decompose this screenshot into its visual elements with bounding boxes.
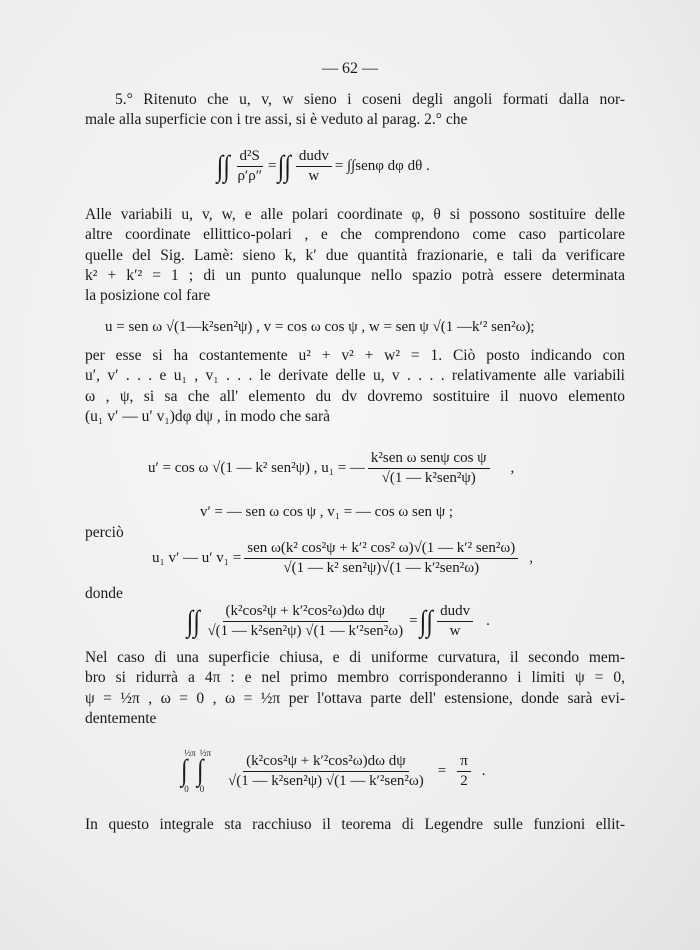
page-number: — 62 — xyxy=(322,60,378,77)
equation-2: u = sen ω √(1—k²sen²ψ) , v = cos ω cos ψ , w = sen ψ √(1 —k′² sen²ω); xyxy=(105,319,535,335)
text-line: male alla superficie con i tre assi, si è veduto al parag. 2.° che xyxy=(85,111,468,129)
text-line: ω , ψ, si sa che all' elemento du dv dovremo sostituire il nuovo elemento xyxy=(85,387,625,405)
paragraph-4 xyxy=(85,648,625,729)
text-percio: perciò xyxy=(85,524,124,541)
text-line: quelle del Sig. Lamè: sieno k, k′ due quantità frazionarie, e tali da verificare xyxy=(85,246,625,264)
paragraph-1 xyxy=(85,90,625,131)
text-line: ψ = ½π , ω = 0 , ω = ½π per l'ottava parte dell' estensione, donde sarà evi- xyxy=(85,689,625,707)
text-line: u′, v′ . . . e u₁ , v₁ . . . le derivate delle u, v . . . . relativamente alle variabili xyxy=(85,367,625,385)
text-line: dentemente xyxy=(85,709,157,727)
text-line: In questo integrale sta racchiuso il teorema di Legendre sulle funzioni ellit- xyxy=(85,816,625,833)
text-line: Nel caso di una superficie chiusa, e di uniforme curvatura, il secondo mem- xyxy=(85,649,625,666)
text-line: altre coordinate ellittico-polari , e che comprendono come caso particolare xyxy=(85,226,625,244)
text-line: 5.° Ritenuto che u, v, w sieno i coseni degli angoli formati dalla nor- xyxy=(115,91,625,108)
text-line: k² + k′² = 1 ; di un punto qualunque nello spazio potrà essere determinata xyxy=(85,266,625,284)
equation-6: ∫∫ $\frac{\text{(k²cos²ψ + k′²cos²ω)dω dψ}}{\text{√(1 — k²sen²ψ) √(1 — k′²sen²ω)}}$ = ∫∫ $\frac{\text{dudv}}{w}$ . xyxy=(186,603,490,639)
equation-1: ∫∫ $\frac{\text{d²S}}{\rho'\rho''}$ = ∫∫ $\frac{\text{dudv}}{w}$ = ∫∫senφ dφ dθ . xyxy=(216,148,430,184)
text-donde: donde xyxy=(85,585,123,602)
text-line: (u₁ v′ — u′ v₁)dφ dψ , in modo che sarà xyxy=(85,407,331,425)
text-line: per esse si ha costantemente u² + v² + w² = 1. Ciò posto indicando con xyxy=(85,347,625,364)
text-line: Alle variabili u, v, w, e alle polari coordinate φ, θ si possono sostituire delle xyxy=(85,206,625,223)
text-line: bro si ridurrà a 4π : e nel primo membro corrisponderanno i limiti ψ = 0, xyxy=(85,669,625,687)
paragraph-3 xyxy=(85,346,625,427)
equation-3: u′ = cos ω √(1 — k² sen²ψ) , u₁ = — $\frac{\text{k²sen ω senψ cos ψ}}{\text{√(1 — k²sen²ψ)}}$ , xyxy=(148,450,515,486)
text-line: la posizione col fare xyxy=(85,287,211,305)
equation-5: u₁ v′ — u′ v₁ = $\frac{\text{sen ω(k² cos²ψ + k′² cos² ω)√(1 — k′² sen²ω)}}{\text{√(1 — k² sen²ψ)√(1 — k′²sen²ω)}}$ , xyxy=(152,540,533,576)
paragraph-5 xyxy=(85,815,625,835)
paragraph-2 xyxy=(85,205,625,306)
equation-7: ∫ ½π 0 ∫ ½π 0 $\frac{\text{(k²cos²ψ + k′²cos²ω)dω dψ}}{\text{√(1 — k²sen²ψ) √(1 — k′²sen²ω)}}$ = $\frac{\pi}{2}$ . xyxy=(180,748,486,794)
equation-4: v′ = — sen ω cos ψ , v₁ = — cos ω sen ψ ; xyxy=(200,504,454,520)
